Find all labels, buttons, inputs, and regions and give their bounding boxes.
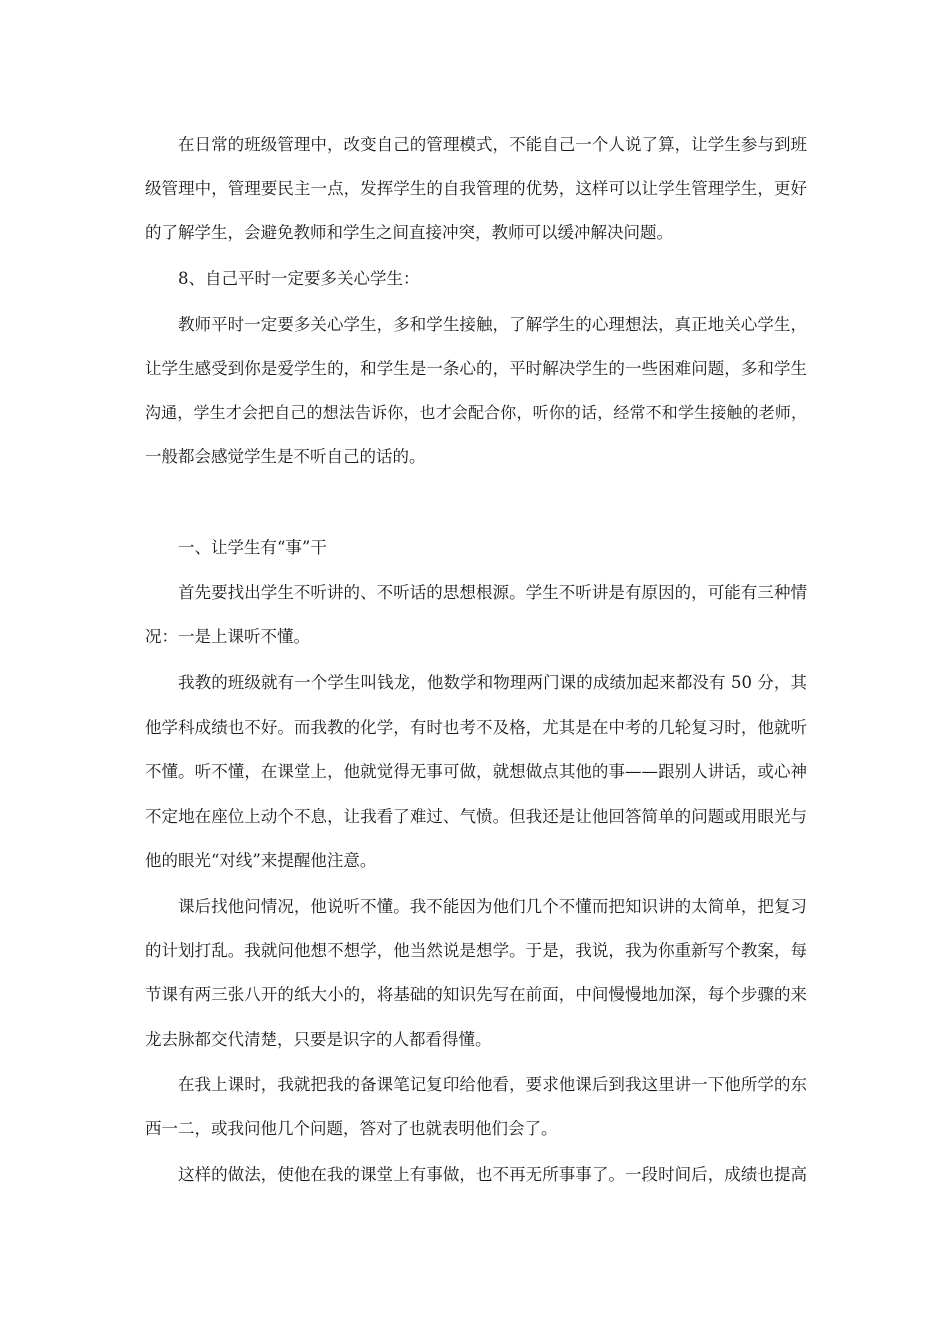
paragraph-line: 级管理中，管理要民主一点，发挥学生的自我管理的优势，这样可以让学生管理学生，更好 [145, 179, 807, 198]
paragraph-line: 不懂。听不懂，在课堂上，他就觉得无事可做，就想做点其他的事——跟别人讲话，或心神 [145, 762, 807, 781]
paragraph-line: 节课有两三张八开的纸大小的，将基础的知识先写在前面，中间慢慢地加深，每个步骤的来 [145, 985, 807, 1004]
paragraph-line: 教师平时一定要多关心学生，多和学生接触，了解学生的心理想法，真正地关心学生， [178, 315, 807, 334]
paragraph-line: 况：一是上课听不懂。 [145, 627, 310, 646]
paragraph-line: 一般都会感觉学生是不听自己的话的。 [145, 447, 426, 466]
paragraph-line: 首先要找出学生不听讲的、不听话的思想根源。学生不听讲是有原因的，可能有三种情 [178, 583, 807, 602]
paragraph-line: 的了解学生，会避免教师和学生之间直接冲突，教师可以缓冲解决问题。 [145, 223, 673, 242]
section-heading: 一、让学生有“事”干 [178, 538, 327, 557]
section-heading: 8、自己平时一定要多关心学生： [178, 269, 420, 288]
paragraph-line: 的计划打乱。我就问他想不想学，他当然说是想学。于是，我说，我为你重新写个教案，每 [145, 941, 807, 960]
paragraph-line: 不定地在座位上动个不息，让我看了难过、气愤。但我还是让他回答简单的问题或用眼光与 [145, 807, 807, 826]
paragraph-line: 龙去脉都交代清楚，只要是识字的人都看得懂。 [145, 1030, 492, 1049]
paragraph-line: 他的眼光“对线”来提醒他注意。 [145, 851, 377, 870]
paragraph-line: 我教的班级就有一个学生叫钱龙，他数学和物理两门课的成绩加起来都没有 50 分，其 [178, 673, 807, 692]
paragraph-line: 在我上课时，我就把我的备课笔记复印给他看，要求他课后到我这里讲一下他所学的东 [178, 1075, 807, 1094]
paragraph-line: 这样的做法，使他在我的课堂上有事做，也不再无所事事了。一段时间后，成绩也提高 [178, 1165, 807, 1184]
paragraph-line: 他学科成绩也不好。而我教的化学，有时也考不及格，尤其是在中考的几轮复习时，他就听 [145, 718, 807, 737]
paragraph-line: 课后找他问情况，他说听不懂。我不能因为他们几个不懂而把知识讲的太简单，把复习 [178, 897, 807, 916]
paragraph-line: 让学生感受到你是爱学生的，和学生是一条心的，平时解决学生的一些困难问题，多和学生 [145, 359, 807, 378]
paragraph-line: 西一二，或我问他几个问题，答对了也就表明他们会了。 [145, 1119, 558, 1138]
paragraph-line: 沟通，学生才会把自己的想法告诉你，也才会配合你，听你的话，经常不和学生接触的老师， [145, 403, 807, 422]
paragraph-line: 在日常的班级管理中，改变自己的管理模式，不能自己一个人说了算，让学生参与到班 [178, 135, 807, 154]
